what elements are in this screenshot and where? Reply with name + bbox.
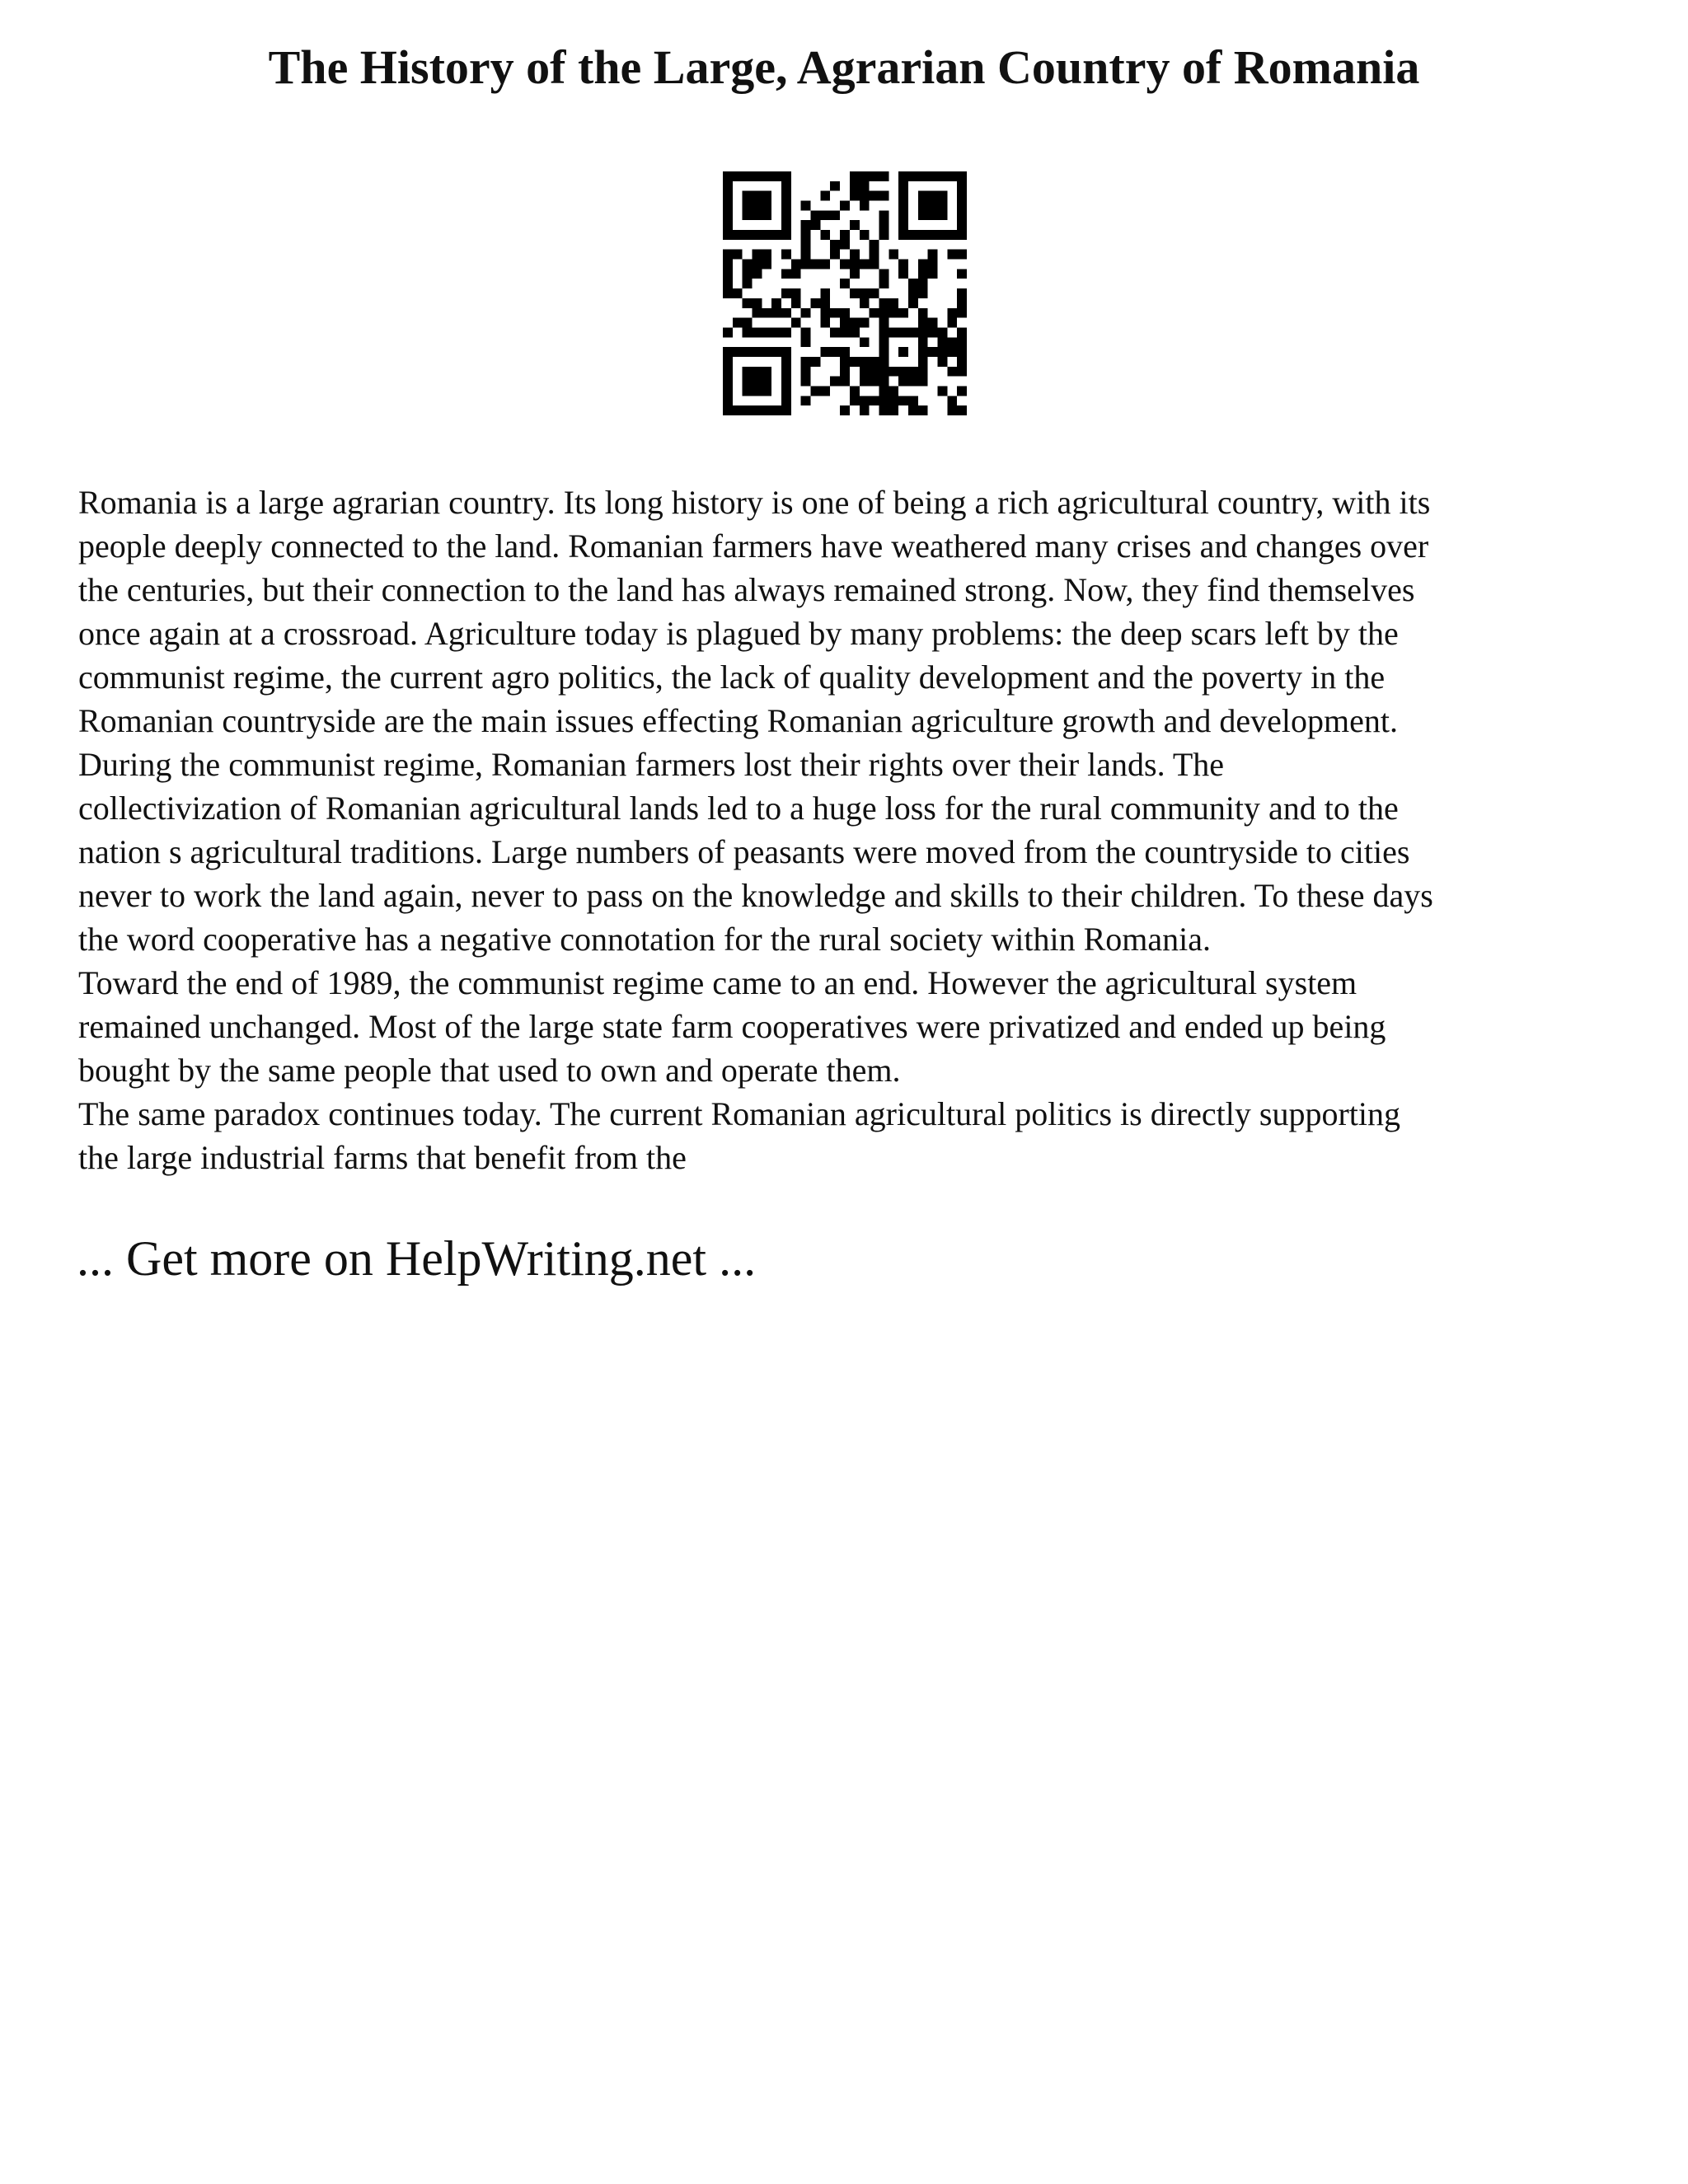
get-more-link[interactable]: ... Get more on HelpWriting.net ... (77, 1231, 757, 1286)
qr-code-icon (723, 171, 967, 415)
document-title: The History of the Large, Agrarian Country of Romania (268, 40, 1420, 94)
body-paragraph-2: Toward the end of 1989, the communist regime came to an end. However the agricultural system remained unchanged. Most of the large state farm cooperatives were privatized and ended up being bought by the same people that used to own and operate them. (78, 964, 1386, 1089)
body-paragraph-3: The same paradox continues today. The current Romanian agricultural politics is directly supporting the large industrial farms that benefit from the (78, 1095, 1401, 1176)
body-paragraph-1: Romania is a large agrarian country. Its long history is one of being a rich agricultural country, with its people deeply connected to the land. Romanian farmers have weathered many crises and changes over the centuries, but their connection to the land has always remained strong. Now, they find themselves once again at a crossroad. Agriculture today is plagued by many problems: the deep scars left by the communist regime, the current agro politics, the lack of quality development and the poverty in the Romanian countryside are the main issues effecting Romanian agriculture growth and development. During the communist regime, Romanian farmers lost their rights over their lands. The collectivization of Romanian agricultural lands led to a huge loss for the rural community and to the nation s agricultural traditions. Large numbers of peasants were moved from the countryside to cities never to work the land again, never to pass on the knowledge and skills to their children. To these days the word cooperative has a negative connotation for the rural society within Romania. (78, 484, 1433, 958)
document-body (78, 480, 1628, 1179)
